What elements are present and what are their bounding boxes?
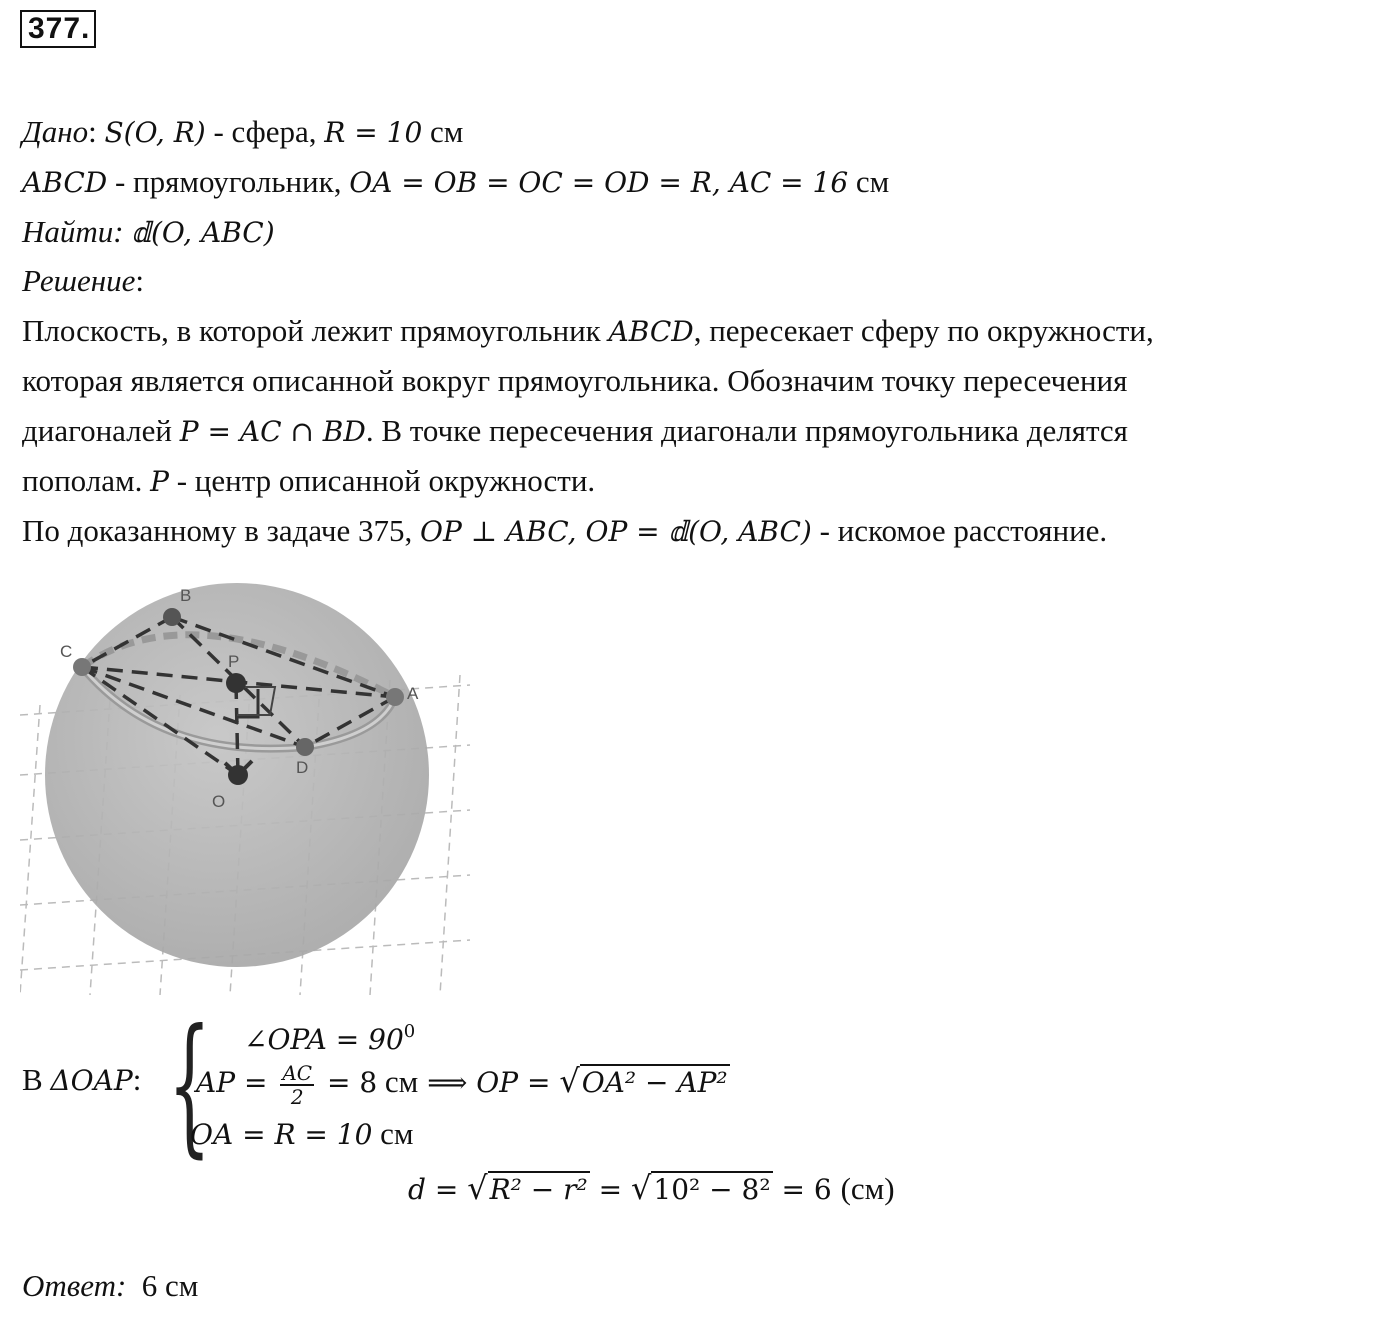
label-p: P [228,652,240,671]
point-d [296,738,314,756]
find-expr: 𝕕(O, ABC) [131,216,275,249]
find-line [22,212,275,253]
solution-label: Решение [22,263,136,298]
system-prefix: В ΔOAP: [22,1062,142,1097]
given-label: Дано [22,114,89,149]
answer-line [22,1266,198,1306]
point-p [226,673,246,693]
radius-expr: R = 10 [324,116,423,149]
sqrt-op: OA² − AP² [581,1066,728,1099]
label-o: O [212,792,226,811]
label-a: A [407,684,419,703]
label-b: B [180,586,192,605]
point-b [163,608,181,626]
system-row-2: AP = $\frac{AC}{2}$ = 8 см ⟹ OP = √OA² − AP² [196,1060,728,1109]
answer-label: Ответ: [22,1268,127,1303]
given-line-2: ABCD - прямоугольник, OA = OB = OC = OD = R, AC = 16 см [22,164,890,199]
system-row-3: OA = R = 10 см [190,1116,414,1151]
problem-number: 377. [20,10,96,48]
solution-line-2: которая является описанной вокруг прямоугольника. Обозначим точку пересечения [22,363,1128,398]
sphere-expr: S(O, R) [104,116,206,149]
point-a [386,688,404,706]
sqrt-num: 10² − 8² [653,1173,771,1206]
solution-line-4: пополам. P - центр описанной окружности. [22,463,596,498]
given-line-1: Дано: S(O, R) - сфера, R = 10 см [22,114,464,149]
find-label: Найти: [22,214,132,249]
solution-line-5: По доказанному в задаче 375, OP ⊥ ABC, OP = 𝕕(O, ABC) - искомое расстояние. [22,513,1108,548]
equal-expr: OA = OB = OC = OD = R, AC = 16 [349,166,849,199]
label-d: D [296,758,309,777]
point-c [73,658,91,676]
point-o [228,765,248,785]
system-row-1: ∠OPA = $90^0$ [244,1021,416,1056]
solution-label-line: Решение: [22,263,144,298]
solution-line-3: диагоналей P = AC ∩ BD. В точке пересечения диагонали прямоугольника делятся [22,413,1128,448]
sqrt-r: R² − r² [489,1173,588,1206]
system-brace: { [168,998,211,1172]
label-c: C [60,642,73,661]
answer-value: 6 см [126,1268,199,1303]
rect-expr: ABCD [22,166,108,199]
result-line: d = √R² − r² = √10² − 8² = 6 (см) [408,1169,895,1207]
sphere-figure [20,575,480,1005]
fraction-ac-2: $\frac{AC}{2}$ [282,1060,313,1109]
solution-line-1: Плоскость, в которой лежит прямоугольник ABCD, пересекает сферу по окружности, [22,313,1154,348]
